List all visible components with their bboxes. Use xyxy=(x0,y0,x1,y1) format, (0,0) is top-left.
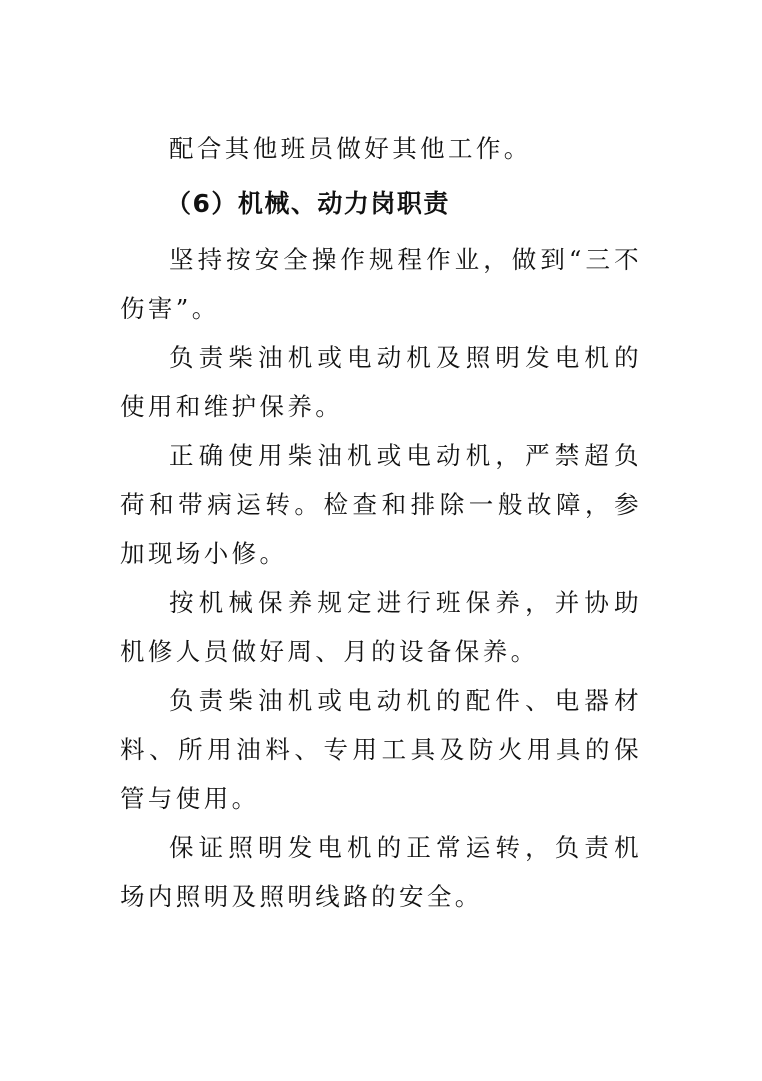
document-body xyxy=(120,124,642,921)
section-heading: （6）机械、动力岗职责 xyxy=(166,189,450,218)
paragraph-2: 坚持按安全操作规程作业，做到“三不伤害”。 xyxy=(120,245,642,323)
paragraph-6: 负责柴油机或电动机的配件、电器材料、所用油料、专用工具及防火用具的保管与使用。 xyxy=(120,686,642,813)
paragraph-4: 正确使用柴油机或电动机，严禁超负荷和带病运转。检查和排除一般故障，参加现场小修。 xyxy=(120,441,642,568)
paragraph-7: 保证照明发电机的正常运转，负责机场内照明及照明线路的安全。 xyxy=(120,833,642,911)
paragraph-3: 负责柴油机或电动机及照明发电机的使用和维护保养。 xyxy=(120,343,642,421)
paragraph-1: 配合其他班员做好其他工作。 xyxy=(169,134,532,163)
paragraph-5: 按机械保养规定进行班保养，并协助机修人员做好周、月的设备保养。 xyxy=(120,588,642,666)
